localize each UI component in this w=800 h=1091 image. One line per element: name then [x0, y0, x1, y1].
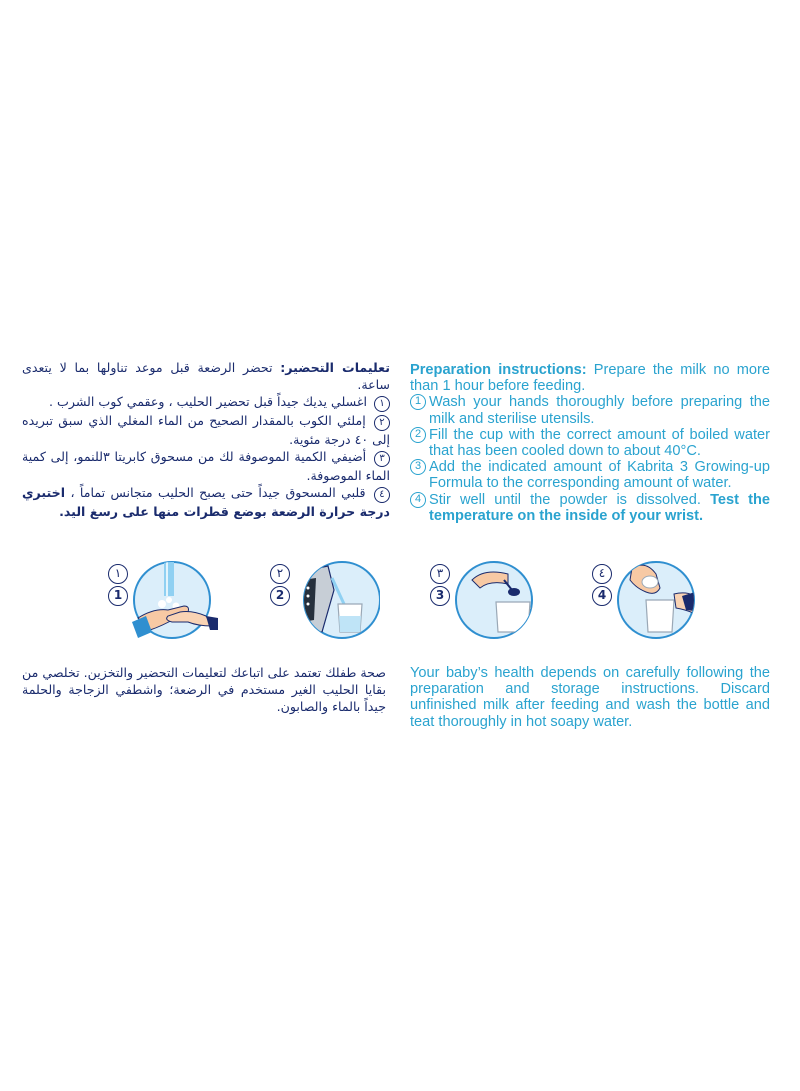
arabic-intro-paragraph — [22, 359, 390, 393]
figure-number-arabic: ٢ — [270, 564, 290, 584]
english-step-3 — [410, 459, 770, 491]
wrist-test-icon — [616, 560, 702, 640]
figure-number-english: 1 — [108, 586, 128, 606]
arabic-step-text: قلبي المسحوق جيداً حتى يصبح الحليب متجانس تماماً ، — [70, 485, 366, 500]
english-step-text: Wash your hands thoroughly before preparing the milk and sterilise utensils. — [429, 394, 770, 427]
figure-number-arabic: ٣ — [430, 564, 450, 584]
figure-step-4 — [592, 560, 702, 640]
figure-number-arabic: ٤ — [592, 564, 612, 584]
figure-number-english: 3 — [430, 586, 450, 606]
english-intro-paragraph — [410, 362, 770, 394]
english-step-4 — [410, 492, 770, 524]
english-step-number: 3 — [410, 459, 426, 475]
english-footer: Your baby’s health depends on carefully following the preparation and storage instructions. Discard unfinished milk after feeding and wash the bottle and teat thoroughly in hot soapy water. — [410, 665, 770, 730]
english-step-bold-text: Test the temperature on the inside of your wrist. — [429, 491, 771, 524]
arabic-step-1 — [22, 393, 390, 412]
arabic-step-text: إملئي الكوب بالمقدار الصحيح من الماء المغلي الذي سبق تبريده إلى ٤٠ درجة مئوية. — [22, 413, 390, 447]
arabic-step-2 — [22, 412, 390, 448]
english-step-number: 4 — [410, 492, 426, 508]
figure-number-english: 4 — [592, 586, 612, 606]
arabic-footer: صحة طفلك تعتمد على اتباعك لتعليمات التحضير والتخزين. تخلصي من بقايا الحليب الغير مستخدم في الرضعة؛ واشطفي الزجاجة والحلمة جيداً بالماء والصابون. — [22, 665, 386, 714]
arabic-step-text: أضيفي الكمية الموصوفة لك من مسحوق كابريتا ٣للنمو، إلى كمية الماء الموصوفة. — [22, 449, 390, 483]
english-step-1 — [410, 394, 770, 426]
english-instructions — [410, 362, 770, 524]
arabic-step-number: ٣ — [374, 451, 390, 467]
arabic-instructions — [22, 359, 390, 520]
english-intro: Prepare the milk no more than 1 hour before feeding. — [410, 362, 770, 395]
figure-step-2 — [270, 560, 380, 640]
english-heading: Preparation instructions: — [410, 362, 587, 378]
english-step-number: 1 — [410, 394, 426, 410]
english-step-2 — [410, 427, 770, 459]
arabic-step-bold-text: اختبري درجة حرارة الرضعة بوضع قطرات منها على رسغ اليد. — [22, 485, 390, 519]
kettle-icon — [294, 560, 380, 640]
wash-hands-icon — [132, 560, 218, 640]
arabic-step-number: ٤ — [374, 487, 390, 503]
english-step-text-wrap — [429, 492, 770, 524]
arabic-heading: تعليمات التحضير: — [280, 360, 390, 375]
arabic-intro: تحضر الرضعة قبل موعد تناولها بما لا يتعدى ساعة. — [22, 360, 390, 392]
arabic-step-text: اغسلي يديك جيداً قبل تحضير الحليب ، وعقمي كوب الشرب . — [49, 394, 367, 409]
scoop-powder-icon — [454, 560, 540, 640]
english-step-text: Add the indicated amount of Kabrita 3 Growing-up Formula to the corresponding amount of water. — [429, 459, 770, 492]
english-step-text: Fill the cup with the correct amount of boiled water that has been cooled down to about 40°C. — [429, 426, 770, 460]
arabic-step-number: ١ — [374, 396, 390, 412]
figure-step-1 — [108, 560, 218, 640]
arabic-step-4 — [22, 484, 390, 520]
figure-number-english: 2 — [270, 586, 290, 606]
figure-number-arabic: ١ — [108, 564, 128, 584]
figure-step-3 — [430, 560, 540, 640]
english-step-number: 2 — [410, 427, 426, 443]
arabic-step-number: ٢ — [374, 415, 390, 431]
arabic-step-3 — [22, 448, 390, 484]
english-step-text: Stir well until the powder is dissolved. — [429, 491, 701, 508]
